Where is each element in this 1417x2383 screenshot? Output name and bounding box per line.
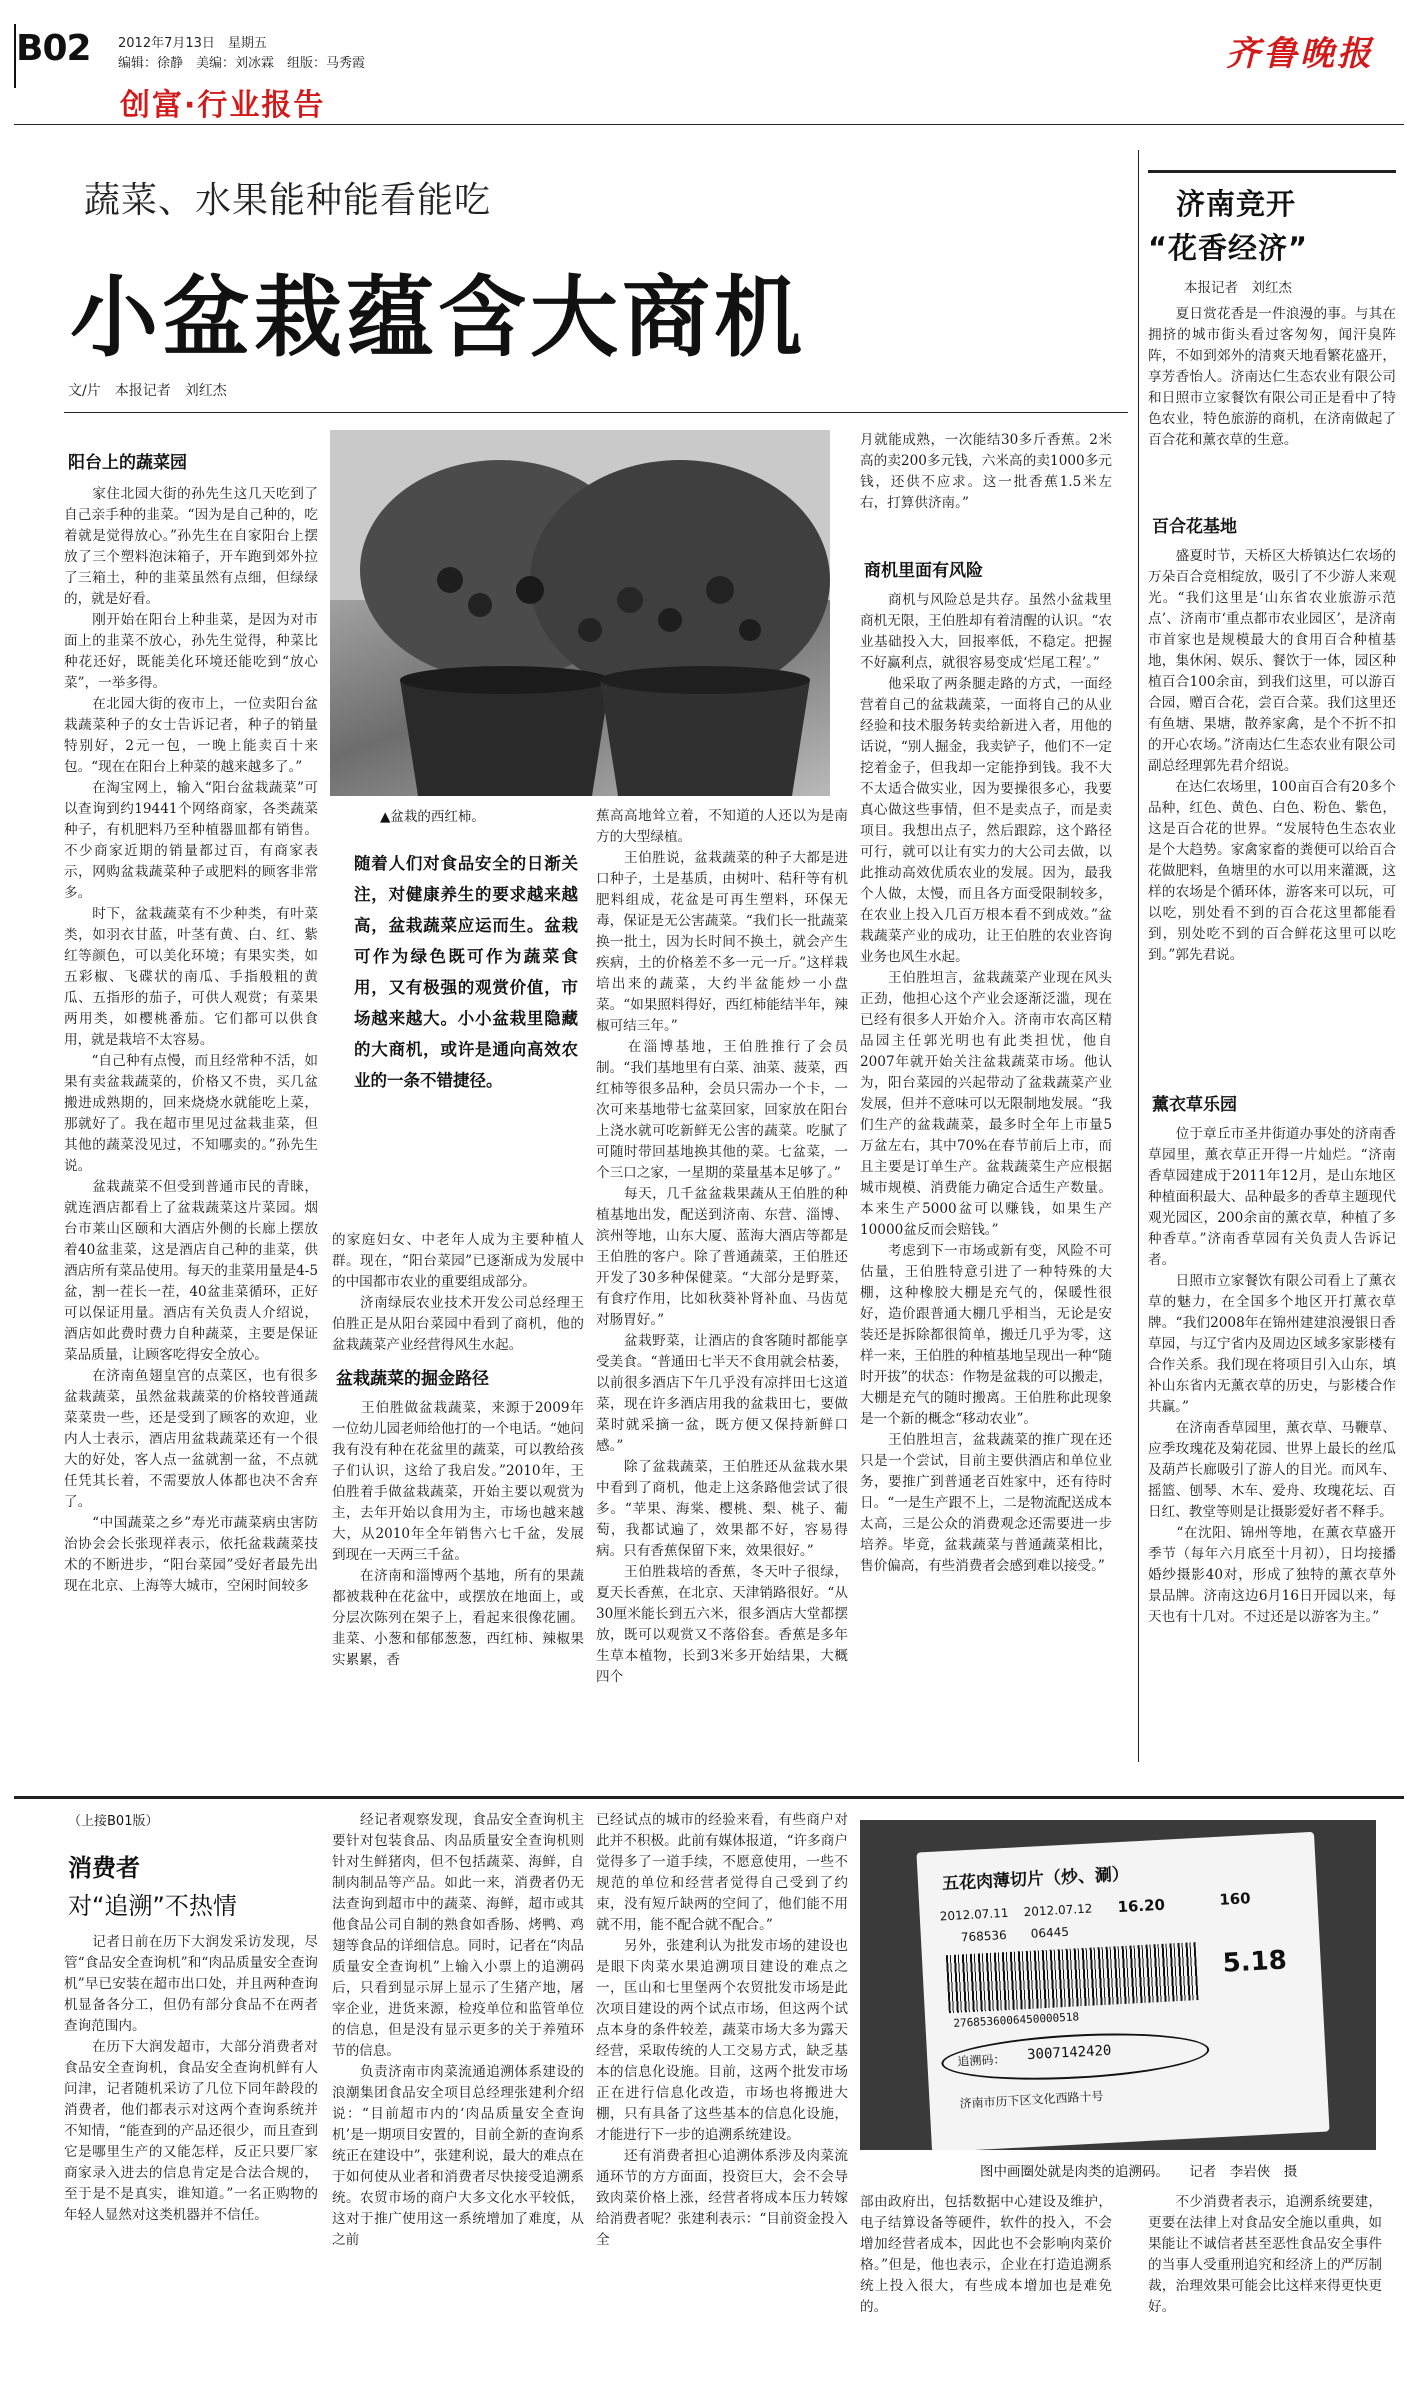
date-line: 2012年7月13日 星期五 <box>118 36 267 51</box>
trace-code-label: 追溯码： <box>957 2052 1006 2069</box>
sidebar-divider <box>1138 150 1139 1762</box>
section-title: 创富·行业报告 <box>120 88 326 123</box>
tomato-pot-photo <box>330 430 830 796</box>
headline: 小盆栽蕴含大商机 <box>70 266 807 369</box>
label-product: 五花肉薄切片（炒、涮） <box>941 1864 1130 1895</box>
masthead-rule <box>14 124 1404 125</box>
barcode <box>946 1942 1199 2013</box>
pull-quote: 随着人们对食品安全的日渐关注，对健康养生的要求越来越高，盆栽蔬菜应运而生。盆栽可作为绿色既可作为蔬菜食用，又有极强的观赏价值，市场越来越大。小小盆栽里隐藏的大商机，或许是通向高效农业的一条不错捷径。 <box>354 854 578 1090</box>
continued-ref: （上接B01版） <box>68 1814 159 1829</box>
sidebar-sub-lavender: 薰衣草乐园 <box>1152 1095 1237 1115</box>
sidebar-title-1: 济南竞开 <box>1176 187 1297 221</box>
sub-heading-mining-path: 盆栽蔬菜的掘金路径 <box>336 1369 489 1389</box>
col1-text: 家住北园大街的孙先生这几天吃到了自己亲手种的韭菜。“因为是自己种的，吃着就是觉得放心。”孙先生在自家阳台上摆放了三个塑料泡沫箱子，开车跑到郊外拉了三箱土，种的韭菜虽然有点细，但绿绿的，就是好看。 刚开始在阳台上种韭菜，是因为对市面上的韭菜不放心，孙先生觉得，种菜比种花还好，既能美化环境还能吃到“放心菜”，一举多得。 在北园大街的夜市上，一位卖阳台盆栽蔬菜种子的女士告诉记者，种子的销量特别好，2元一包，一晚上能卖百十来包。“现在在阳台上种菜的越来越多了。” 在淘宝网上，输入“阳台盆栽蔬菜”可以查询到约19441个网络商家，各类蔬菜种子，有机肥料乃至种植器皿都有销售。不少商家近期的销量都过百，有商家表示，网购盆栽蔬菜种子或肥料的顾客非常多。 时下，盆栽蔬菜有不少种类，有叶菜类，如羽衣甘蓝，叶茎有黄、白、红、紫红等颜色，可以美化环境；有果实类，如五彩椒、飞碟状的南瓜、手指般粗的黄瓜、五指形的茄子，可供人观赏；有菜果两用类，如樱桃番茄。它们都可以供食用，就是栽培不太容易。 “自己种有点慢，而且经常种不活，如果有卖盆栽蔬菜的，价格又不贵，买几盆搬进成熟期的，回来烧烧水就能吃上菜，那就好了。我在超市里见过盆栽韭菜，但其他的蔬菜没见过，不知哪卖的。”孙先生说。 盆栽蔬菜不但受到普通市民的青睐，就连酒店都看上了盆栽蔬菜这片菜园。烟台市莱山区颐和大酒店外侧的长廊上摆放着40盆韭菜，这是酒店自己种的韭菜，供酒店所有菜品使用。每天的韭菜用量是4-5盆，割一茬长一茬，40盆韭菜循环，正好可以保证用量。酒店有关负责人介绍说，酒店如此费时费力自种蔬菜，主要是保证菜品质量，让顾客吃得安全放心。 在济南鱼翅皇宫的点菜区，也有很多盆栽蔬菜，虽然盆栽蔬菜的价格较普通蔬菜菜贵一些，还是受到了顾客的欢迎，业内人士表示，酒店用盆栽蔬菜还有一个很大的好处，客人点一盆就割一盆，不点就任凭其长着，不需要放人体都也决不舍弃了。 “中国蔬菜之乡”寿光市蔬菜病虫害防治协会会长张现祥表示，依托盆栽蔬菜技术的不断进步，“阳台菜园”受好者最先出现在北京、上海等大城市，空闲时间较多 <box>64 486 318 1594</box>
label-date-2: 2012.07.12 <box>1023 1901 1093 1920</box>
lower-title-2: 对“追溯”不热情 <box>68 1892 237 1920</box>
col2-text2: 王伯胜做盆栽蔬菜，来源于2009年一位幼儿园老师给他打的一个电话。“她问我有没有种在花盆里的蔬菜，可以教给孩子们认识，这给了我启发。”2010年，王伯胜着手做盆栽蔬菜，开始主要以观赏为主，去年开始以食用为主，市场也越来越大，从2010年全年销售六七千盆，发展到现在一天两三千盆。 在济南和淄博两个基地，所有的果蔬都被栽种在花盆中，或摆放在地面上，或分层次陈列在架子上，看起来很像花圃。韭菜、小葱和郁郁葱葱，西红柿、辣椒果实累累，香 <box>332 1400 584 1668</box>
lower-col-b: 经记者观察发现，食品安全查询机主要针对包装食品、肉品质量安全查询机则针对生鲜猪肉，但不包括蔬菜、海鲜，自制肉制品等产品。如此一来，消费者仍无法查询到超市中的蔬菜、海鲜，超市或其他食品公司自制的熟食如香肠、烤鸭、鸡翅等食品的详细信息。同时，记者在“肉品质量安全查询机”上输入小票上的追溯码后，只看到显示屏上显示了生猪产地，屠宰企业，进货来源，检疫单位和监管单位的信息，但是没有显示更多的关于养殖环节的信息。 负责济南市肉菜流通追溯体系建设的浪潮集团食品安全项目总经理张建利介绍说：“目前超市内的‘肉品质量安全查询机’是一期项目安置的，目前全新的查询系统正在建设中”，张建利说，最大的难点在于如何使从业者和消费者尽快接受追溯系统。农贸市场的商户大多文化水平较低，这对于推广使用这一系统增加了难度，从之前 <box>332 1812 584 2248</box>
lower-col-d: 部由政府出，包括数据中心建设及维护，电子结算设备等硬件，软件的投入，不会增加经营者成本，因此也不会影响肉菜价格。”但是，他也表示，企业在打造追溯系统上投入很大，有些成本增加也是难免的。 <box>860 2194 1112 2315</box>
kicker: 蔬菜、水果能种能看能吃 <box>84 180 492 221</box>
lower-rule <box>14 1796 1404 1799</box>
photo-caption: ▲盆栽的西红柿。 <box>380 809 485 825</box>
sidebar-text-lily: 盛夏时节，天桥区大桥镇达仁农场的万朵百合竞相绽放，吸引了不少游人来观光。“我们这里是‘山东省农业旅游示范点’、济南市‘重点都市农业园区’，是济南市首家也是规模最大的食用百合种植基地，集休闲、娱乐、餐饮于一体，园区种植百合100余亩，到我们这里，可以游百合园，赠百合花，尝百合菜。我们这里还有鱼塘、果塘，散养家禽，是个不折不扣的开心农场。”济南达仁生态农业有限公司副总经理郭先君介绍说。 在达仁农场里，100亩百合有20多个品种，红色、黄色、白色、粉色、紫色，这是百合花的世界。“发展特色生态农业是个大趋势。家禽家畜的粪便可以给百合花做肥料，鱼塘里的水可以用来灌溉，这样的农场是个循环体，游客来可以玩，可以吃，别处看不到的百合花这里都能看到，别处吃不到的百合鲜花这里可以吃到。”郭先君说。 <box>1148 548 1396 963</box>
sub-heading-balcony: 阳台上的蔬菜园 <box>68 453 187 473</box>
sidebar-title-2: “花香经济” <box>1148 231 1309 265</box>
trace-code-value: 3007142420 <box>1026 2042 1112 2064</box>
paper-logo: 齐鲁晚报 <box>1226 34 1374 74</box>
tomato-illustration <box>330 430 830 796</box>
col3-text: 蕉高高地耸立着，不知道的人还以为是南方的大型绿植。 王伯胜说，盆栽蔬菜的种子大都是进口种子，土是基质，由树叶、秸秆等有机肥料组成，花盆是可再生塑料，环保无毒，保证是无公害蔬菜。“我们长一批蔬菜换一批土，因为长时间不换土，就会产生疾病，土的价格差不多一元一斤。”这样栽培出来的蔬菜，大约半盆能炒一小盘菜。“如果照料得好，西红柿能结半年，辣椒可结三年。” 在淄博基地，王伯胜推行了会员制。“我们基地里有白菜、油菜、菠菜，西红柿等很多品种，会员只需办一个卡，一次可来基地带七盆菜回家，回家放在阳台上浇水就可吃新鲜无公害的蔬菜。吃腻了可随时带回基地换其他的菜。七盆菜，一个三口之家，一星期的菜量基本足够了。” 每天，几千盆盆栽果蔬从王伯胜的种植基地出发，配送到济南、东营、淄博、滨州等地，山东大厦、蓝海大酒店等都是王伯胜的客户。除了普通蔬菜，王伯胜还开发了30多种保健菜。“大部分是野菜，有食疗作用，比如秋葵补肾补血、马齿苋对肠胃好。” 盆栽野菜，让酒店的食客随时都能享受美食。“普通田七半天不食用就会枯萎，以前很多酒店下午几乎没有凉拌田七这道菜，现在许多酒店用我的盆栽田七，要做菜时就采摘一盆，既方便又保持新鲜口感。” 除了盆栽蔬菜，王伯胜还从盆栽水果中看到了商机，他走上这条路他尝试了很多。“苹果、海棠、樱桃、梨、桃子、葡萄，我都试遍了，效果都不好，容易得病。只有香蕉保留下来，效果很好。” 王伯胜栽培的香蕉，冬天叶子很绿，夏天长香蕉，在北京、天津销路很好。“从30厘米能长到五六米，很多酒店大堂都摆放，既可以观赏又不落俗套。香蕉是多年生草本植物，长到3米多开始结果，大概四个 <box>596 808 848 1685</box>
label-code-b: 06445 <box>1030 1924 1070 1941</box>
staff-line: 编辑：徐静 美编：刘冰霖 组版：马秀霞 <box>118 56 366 71</box>
page-number: B02 <box>16 28 91 69</box>
sidebar-byline: 本报记者 刘红杰 <box>1184 280 1292 296</box>
headline-rule <box>64 412 1128 413</box>
label-amount: 5.18 <box>1221 1945 1288 1979</box>
col4-text2: 商机与风险总是共存。虽然小盆栽里商机无限，王伯胜却有着清醒的认识。“农业基础投入大，回报率低，不稳定。把握不好赢利点，就很容易变成‘烂尾工程’。” 他采取了两条腿走路的方式，一面经营着自己的盆栽蔬菜，一面将自己的从业经验和技术服务转卖给新进入者，用他的话说，“别人掘金，我卖铲子，他们不一定挖着金子，但我却一定能挣到钱。我不大不太适合做实业，因为要操很多心，我要真心做这些事情，但不是卖点子，而是卖项目。我想出点子，然后跟踪，这个路径可行，就可以让有实力的大公司去做，以此推动高效优质农业的发展。因为，最我个人做，太慢，而且各方面受限制较多，在农业上投入几百万根本看不到成效。”盆栽蔬菜产业的成功，让王伯胜的农业咨询业务也风生水起。 王伯胜坦言，盆栽蔬菜产业现在风头正劲，他担心这个产业会逐渐泛滥，现在已经有很多人开始介入。济南市农高区精品园主任郭光明也有此类担忧，他自2007年就开始关注盆栽蔬菜市场。他认为，阳台菜园的兴起带动了盆栽蔬菜产业发展，但并不意味可以无限制地发展。“我们生产的盆栽蔬菜，最多时全年上市量5万盆左右，其中70%在春节前后上市，而且主要是订单生产。盆栽蔬菜生产应根据城市规模、消费能力确定合适生产数量。本来生产5000盆可以赚钱，如果生产10000盆反而会赔钱。” 考虑到下一市场或新有变，风险不可估量，王伯胜特意引进了一种特殊的大棚，这种橡胶大棚是充气的，保暖性很好，造价跟普通大棚几乎相当，无论是安装还是拆除都很简单，搬迁几乎为零，这样一来，王伯胜的种植基地呈现出一种“随时开拔”的状态：作物是盆栽的可以搬走，大棚是充气的随时搬离。王伯胜称此现象是一个新的概念“移动农业”。 王伯胜坦言，盆栽蔬菜的推广现在还只是一个尝试，目前主要供酒店和单位业务，要推广到普通老百姓家中，还有待时日。“一是生产跟不上，二是物流配送成本太高，三是公众的消费观念还需要进一步培养。毕竟，盆栽蔬菜与普通蔬菜相比，售价偏高，有些消费者会感到难以接受。” <box>860 592 1112 1574</box>
sidebar-sub-lily: 百合花基地 <box>1152 517 1237 537</box>
meat-label-photo <box>860 1820 1376 2150</box>
sidebar-text-lavender: 位于章丘市圣井街道办事处的济南香草园里，薰衣草正开得一片灿烂。“济南香草园建成于2011年12月，是山东地区种植面积最大、品种最多的香草主题现代观光园区，200余亩的薰衣草，种植了多种香草。”济南香草园有关负责人告诉记者。 日照市立家餐饮有限公司看上了薰衣草的魅力，在全国多个地区开打薰衣草牌。“我们2008年在锦州建建浪漫银日香草园，与辽宁省内及周边区域多家影楼有合作关系。我们现在将项目引入山东，填补山东省内无薰衣草的历史，与影楼合作共赢。” 在济南香草园里，薰衣草、马鞭草、应季玫瑰花及菊花园、世界上最长的丝瓜及葫芦长廊吸引了游人的目光。而风车、摇篮、刨琴、木车、爱舟、玫瑰花坛、百日红、教堂等则是让摄影爱好者不释手。 “在沈阳、锦州等地，在薰衣草盛开季节（每年六月底至十月初），日均接播婚纱摄影40对，形成了独特的薰衣草外景品牌。济南这边6月16日开园以来，每天也有十几对。不过还是以游客为主。” <box>1148 1126 1396 1625</box>
sidebar-intro: 夏日赏花香是一件浪漫的事。与其在拥挤的城市街头看过客匆匆，闻汗臭阵阵，不如到郊外的清爽天地看繁花盛开，享芳香怡人。济南达仁生态农业有限公司和日照市立家餐饮有限公司正是看中了特色农业，特色旅游的商机，在济南做起了百合花和薰衣草的生意。 <box>1148 306 1396 448</box>
label-weight: 160 <box>1218 1889 1252 1909</box>
label-price: 16.20 <box>1117 1895 1166 1917</box>
label-code-a: 768536 <box>960 1928 1008 1945</box>
col4-text: 月就能成熟，一次能结30多斤香蕉。2米高的卖200多元钱，六米高的卖1000多元钱，还供不应求。这一批香蕉1.5米左右，打算供济南。” <box>860 432 1112 511</box>
barcode-number: 2768536006450000518 <box>953 2010 1080 2030</box>
sidebar-top-rule <box>1148 170 1396 173</box>
price-label <box>916 1832 1329 2150</box>
col2-text: 的家庭妇女、中老年人成为主要种植人群。现在，“阳台菜园”已逐渐成为发展中的中国都市农业的重要组成部分。 济南绿辰农业技术开发公司总经理王伯胜正是从阳台菜园中看到了商机，他的盆栽蔬菜产业经营得风生水起。 <box>332 1232 584 1353</box>
label-date-1: 2012.07.11 <box>939 1905 1009 1924</box>
lower-photo-caption: 图中画圈处就是肉类的追溯码。 记者 李岩俠 摄 <box>980 2164 1298 2180</box>
lower-col-a: 记者日前在历下大润发采访发现，尽管“食品安全查询机”和“肉品质量安全查询机”早已安装在超市出口处，并且两种查询机显备各分工，但仍有部分食品不在两者查询范围内。 在历下大润发超市，大部分消费者对食品安全查询机，食品安全查询机鲜有人问津，记者随机采访了几位下同年龄段的消费者，他们都表示对这两个查询系统并不知情，“能查到的产品还很少，而且查到它是哪里生产的又能怎样，反正只要厂家商家录入进去的信息肯定是合法合规的，至于是不是真实，谁知道。”一名正购物的年轻人显然对这类机器并不信任。 <box>64 1934 318 2223</box>
label-address: 济南市历下区文化西路十号 <box>959 2089 1104 2111</box>
lower-col-c: 已经试点的城市的经验来看，有些商户对此并不积极。此前有媒体报道，“许多商户觉得多了一道手续，不愿意使用，一些不规范的单位和经营者觉得自己受到了约束，没有短斤缺两的空间了，他们能不用就不用，能不配合就不配合。” 另外，张建利认为批发市场的建设也是眼下肉菜水果追溯项目建设的难点之一，匡山和七里堡两个农贸批发市场是此次项目建设的两个试点市场，但这两个试点本身的条件较差，蔬菜市场大多为露天经营，采取传统的人工交易方式，缺乏基本的信息化设施。目前，这两个批发市场正在进行信息化改造，市场也将搬进大棚，只有具备了这些基本的信息化设施，才能进行下一步的追溯系统建设。 还有消费者担心追溯体系涉及肉菜流通环节的方方面面，投资巨大，会不会导致肉菜价格上涨，经营者将成本压力转嫁给消费者呢？张建利表示：“目前资金投入全 <box>596 1812 848 2248</box>
byline: 文/片 本报记者 刘红杰 <box>68 383 227 399</box>
lower-title-1: 消费者 <box>68 1854 140 1882</box>
sub-heading-risk: 商机里面有风险 <box>864 561 983 581</box>
lower-col-e: 不少消费者表示，追溯系统要建，更要在法律上对食品安全施以重典，如果能让不诚信者甚至恶性食品安全事件的当事人受重刑追究和经济上的严厉制裁，治理效果可能会比这样来得更快更好。 <box>1148 2194 1382 2315</box>
